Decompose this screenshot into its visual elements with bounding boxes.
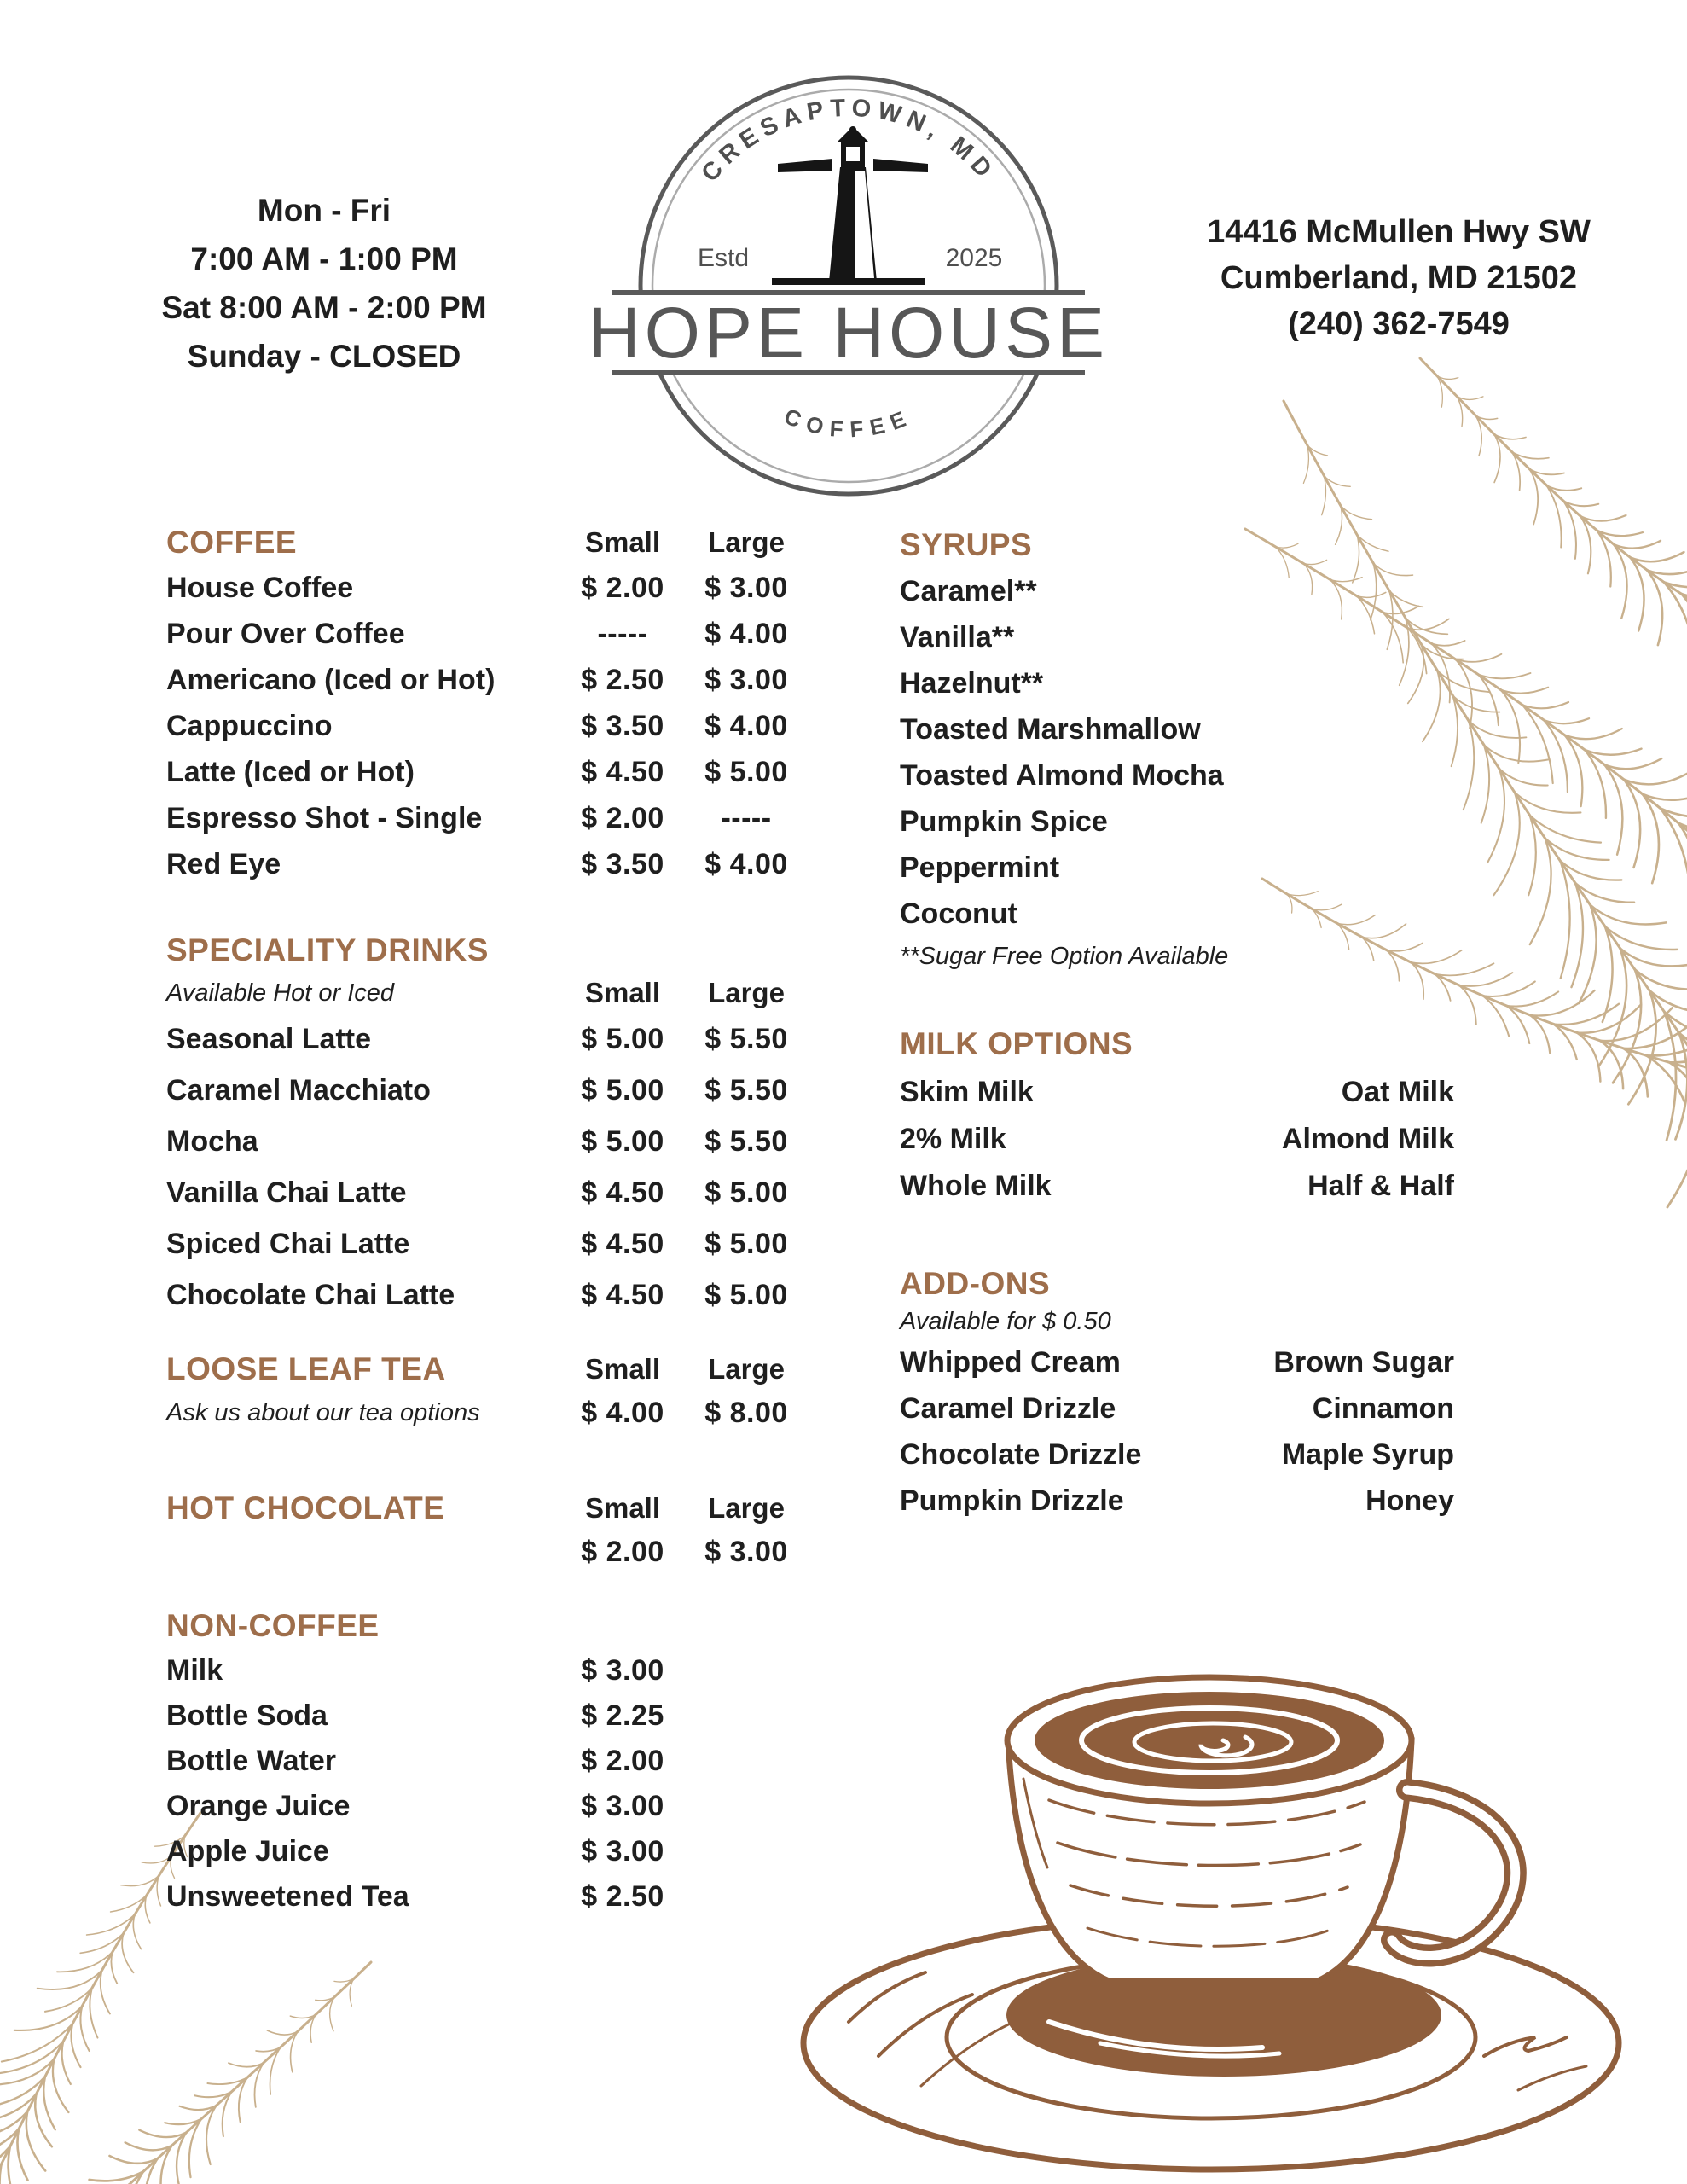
syrup-item: Pumpkin Spice xyxy=(900,804,1108,838)
hot-chocolate-price-row xyxy=(166,1528,806,1576)
item-price-large: $ 4.00 xyxy=(704,709,788,742)
item-name: Bottle Soda xyxy=(166,1699,328,1732)
menu-item-row xyxy=(166,1167,806,1218)
logo-arc-bottom-text xyxy=(780,404,916,443)
hours-block xyxy=(94,186,554,380)
item-price-large: $ 4.00 xyxy=(704,847,788,880)
item-price-small: $ 2.00 xyxy=(581,801,664,834)
item-name: Orange Juice xyxy=(166,1790,351,1822)
section-syrups xyxy=(900,522,1454,976)
add-ons-title: ADD-ONS xyxy=(900,1266,1051,1301)
menu-item-row xyxy=(166,565,806,611)
item-name: Seasonal Latte xyxy=(166,1022,371,1055)
speciality-large-column-header: Large xyxy=(708,977,785,1008)
item-name: Espresso Shot - Single xyxy=(166,801,483,834)
item-price-small: $ 5.00 xyxy=(581,1073,664,1107)
hours-days: Mon - Fri xyxy=(257,193,391,228)
item-price-large: $ 5.50 xyxy=(704,1022,788,1055)
non-coffee-items xyxy=(166,1648,806,1920)
item-price-large: $ 5.50 xyxy=(704,1124,788,1158)
milk-option-item: 2% Milk xyxy=(900,1123,1006,1155)
syrup-item: Vanilla** xyxy=(900,620,1015,653)
milk-options-title: MILK OPTIONS xyxy=(900,1026,1133,1061)
syrup-item: Toasted Marshmallow xyxy=(900,712,1201,746)
item-price-small: $ 3.50 xyxy=(581,709,664,742)
section-speciality-drinks xyxy=(166,928,806,1321)
logo-year: 2025 xyxy=(945,244,1003,272)
milk-option-item: Half & Half xyxy=(1307,1170,1454,1202)
item-name: Chocolate Chai Latte xyxy=(166,1278,455,1311)
item-price-small: $ 4.50 xyxy=(581,1176,664,1209)
add-ons-left-column xyxy=(900,1339,1177,1524)
menu-item-row xyxy=(166,703,806,749)
logo-name: HOPE HOUSE xyxy=(588,293,1110,373)
syrup-item: Hazelnut** xyxy=(900,666,1044,700)
item-name: Apple Juice xyxy=(166,1835,329,1867)
coffee-header-row xyxy=(166,520,806,565)
menu-item-row xyxy=(166,749,806,795)
item-name: Latte (Iced or Hot) xyxy=(166,755,415,788)
section-hot-chocolate xyxy=(166,1489,806,1576)
item-name: Vanilla Chai Latte xyxy=(166,1176,407,1209)
menu-item-row xyxy=(166,1116,806,1167)
tea-small-column-header: Small xyxy=(584,1353,661,1385)
milk-options-right-column xyxy=(1177,1069,1454,1210)
item-name: Pour Over Coffee xyxy=(166,617,405,650)
add-ons-subtitle: Available for $ 0.50 xyxy=(900,1307,1111,1335)
add-ons-subtitle-row xyxy=(900,1304,1454,1339)
hot-chocolate-price-large: $ 3.00 xyxy=(704,1535,788,1568)
item-price-small: $ 4.50 xyxy=(581,755,664,788)
menu-item-row xyxy=(166,1648,806,1693)
item-price-small: $ 2.00 xyxy=(581,571,664,604)
add-ons-columns xyxy=(900,1339,1454,1524)
item-name: Cappuccino xyxy=(166,709,333,742)
add-on-item: Chocolate Drizzle xyxy=(900,1438,1142,1471)
item-price-small: $ 4.50 xyxy=(581,1227,664,1260)
item-name: Milk xyxy=(166,1654,223,1687)
menu-item-row xyxy=(166,1693,806,1739)
item-price: $ 2.00 xyxy=(581,1745,664,1777)
item-name: Caramel Macchiato xyxy=(166,1073,431,1107)
item-name: Americano (Iced or Hot) xyxy=(166,663,496,696)
item-name: Bottle Water xyxy=(166,1745,336,1777)
milk-option-item: Skim Milk xyxy=(900,1076,1034,1108)
tea-price-small: $ 4.00 xyxy=(581,1396,664,1429)
syrup-item: Caramel** xyxy=(900,574,1037,607)
item-price: $ 2.25 xyxy=(581,1699,664,1732)
add-on-item: Honey xyxy=(1365,1484,1454,1517)
non-coffee-title: NON-COFFEE xyxy=(166,1608,380,1643)
section-non-coffee xyxy=(166,1604,806,1920)
hot-chocolate-title: HOT CHOCOLATE xyxy=(166,1490,445,1525)
hot-chocolate-small-column-header: Small xyxy=(584,1492,661,1524)
item-price: $ 2.50 xyxy=(581,1880,664,1913)
menu-item-row xyxy=(166,1218,806,1269)
item-price-small: ----- xyxy=(597,617,648,650)
item-price: $ 3.00 xyxy=(581,1835,664,1867)
speciality-header-row xyxy=(166,928,806,973)
add-on-item: Maple Syrup xyxy=(1281,1438,1454,1471)
hope-house-logo xyxy=(580,51,1126,503)
syrups-sugar-free-note: **Sugar Free Option Available xyxy=(900,942,1229,970)
menu-item-row xyxy=(166,795,806,841)
add-on-item: Pumpkin Drizzle xyxy=(900,1484,1124,1517)
hours-sunday: Sunday - CLOSED xyxy=(187,339,461,374)
menu-item-row xyxy=(166,1784,806,1829)
address-line-2: Cumberland, MD 21502 xyxy=(1220,260,1578,296)
item-price-small: $ 2.50 xyxy=(581,663,664,696)
milk-option-item: Whole Milk xyxy=(900,1170,1052,1202)
item-price: $ 3.00 xyxy=(581,1790,664,1822)
address-line-1: 14416 McMullen Hwy SW xyxy=(1207,214,1591,250)
menu-item-row xyxy=(166,1829,806,1874)
item-name: Mocha xyxy=(166,1124,258,1158)
speciality-small-column-header: Small xyxy=(584,977,661,1008)
item-name: Red Eye xyxy=(166,847,281,880)
section-coffee xyxy=(166,520,806,887)
syrups-items xyxy=(900,568,1454,937)
item-price-small: $ 3.50 xyxy=(581,847,664,880)
item-price: $ 3.00 xyxy=(581,1654,664,1687)
menu-item-row xyxy=(166,611,806,657)
coffee-small-column-header: Small xyxy=(584,526,661,558)
tea-price-large: $ 8.00 xyxy=(704,1396,788,1429)
syrups-title: SYRUPS xyxy=(900,527,1033,562)
hot-chocolate-price-small: $ 2.00 xyxy=(581,1535,664,1568)
logo-estd-label: Estd xyxy=(697,244,750,272)
item-price-large: $ 4.00 xyxy=(704,617,788,650)
speciality-subtitle: Available Hot or Iced xyxy=(166,979,395,1007)
add-on-item: Cinnamon xyxy=(1312,1391,1454,1425)
item-price-small: $ 5.00 xyxy=(581,1022,664,1055)
logo-town-label: CRESAPTOWN, MD xyxy=(696,94,1001,188)
milk-options-columns xyxy=(900,1069,1454,1210)
item-price-large: $ 5.50 xyxy=(704,1073,788,1107)
section-loose-leaf-tea xyxy=(166,1350,806,1437)
hours-saturday: Sat 8:00 AM - 2:00 PM xyxy=(161,290,487,325)
add-ons-right-column xyxy=(1177,1339,1454,1524)
syrup-item: Toasted Almond Mocha xyxy=(900,758,1224,792)
speciality-subheader-row xyxy=(166,973,806,1014)
tea-title: LOOSE LEAF TEA xyxy=(166,1351,446,1386)
item-name: Unsweetened Tea xyxy=(166,1880,409,1913)
contact-block xyxy=(1151,209,1646,347)
speciality-title: SPECIALITY DRINKS xyxy=(166,932,489,967)
tea-subtitle: Ask us about our tea options xyxy=(166,1398,480,1426)
add-on-item: Whipped Cream xyxy=(900,1345,1121,1379)
section-add-ons xyxy=(900,1264,1454,1524)
menu-item-row xyxy=(166,1739,806,1784)
section-milk-options xyxy=(900,1019,1454,1210)
item-price-small: $ 5.00 xyxy=(581,1124,664,1158)
item-name: Spiced Chai Latte xyxy=(166,1227,410,1260)
tea-price-row xyxy=(166,1389,806,1437)
item-name: House Coffee xyxy=(166,571,354,604)
menu-item-row xyxy=(166,841,806,887)
syrup-item: Peppermint xyxy=(900,851,1060,884)
menu-item-row xyxy=(166,1874,806,1920)
item-price-large: $ 5.00 xyxy=(704,1227,788,1260)
menu-item-row xyxy=(166,1269,806,1321)
add-on-item: Brown Sugar xyxy=(1273,1345,1454,1379)
coffee-cup-illustration xyxy=(768,1578,1687,2184)
speciality-items xyxy=(166,1014,806,1321)
hot-chocolate-header-row xyxy=(166,1489,806,1528)
item-price-small: $ 4.50 xyxy=(581,1278,664,1311)
item-price-large: $ 5.00 xyxy=(704,1278,788,1311)
tea-header-row xyxy=(166,1350,806,1389)
phone-number: (240) 362-7549 xyxy=(1288,306,1510,342)
coffee-large-column-header: Large xyxy=(708,526,785,558)
item-price-large: $ 3.00 xyxy=(704,663,788,696)
lighthouse-icon xyxy=(772,126,928,285)
item-price-large: $ 3.00 xyxy=(704,571,788,604)
item-price-large: $ 5.00 xyxy=(704,1176,788,1209)
logo-coffee-label: COFFEE xyxy=(780,403,917,443)
tea-large-column-header: Large xyxy=(708,1353,785,1385)
hot-chocolate-large-column-header: Large xyxy=(708,1492,785,1524)
item-price-large: ----- xyxy=(721,801,772,834)
item-price-large: $ 5.00 xyxy=(704,755,788,788)
menu-item-row xyxy=(166,1014,806,1065)
coffee-title: COFFEE xyxy=(166,525,298,560)
milk-option-item: Oat Milk xyxy=(1341,1076,1454,1108)
milk-options-left-column xyxy=(900,1069,1177,1210)
coffee-items xyxy=(166,565,806,887)
hours-weekday-time: 7:00 AM - 1:00 PM xyxy=(190,241,458,276)
non-coffee-header-row xyxy=(166,1604,806,1648)
syrup-item: Coconut xyxy=(900,897,1017,930)
menu-item-row xyxy=(166,1065,806,1116)
menu-item-row xyxy=(166,657,806,703)
add-on-item: Caramel Drizzle xyxy=(900,1391,1116,1425)
milk-option-item: Almond Milk xyxy=(1281,1123,1454,1155)
